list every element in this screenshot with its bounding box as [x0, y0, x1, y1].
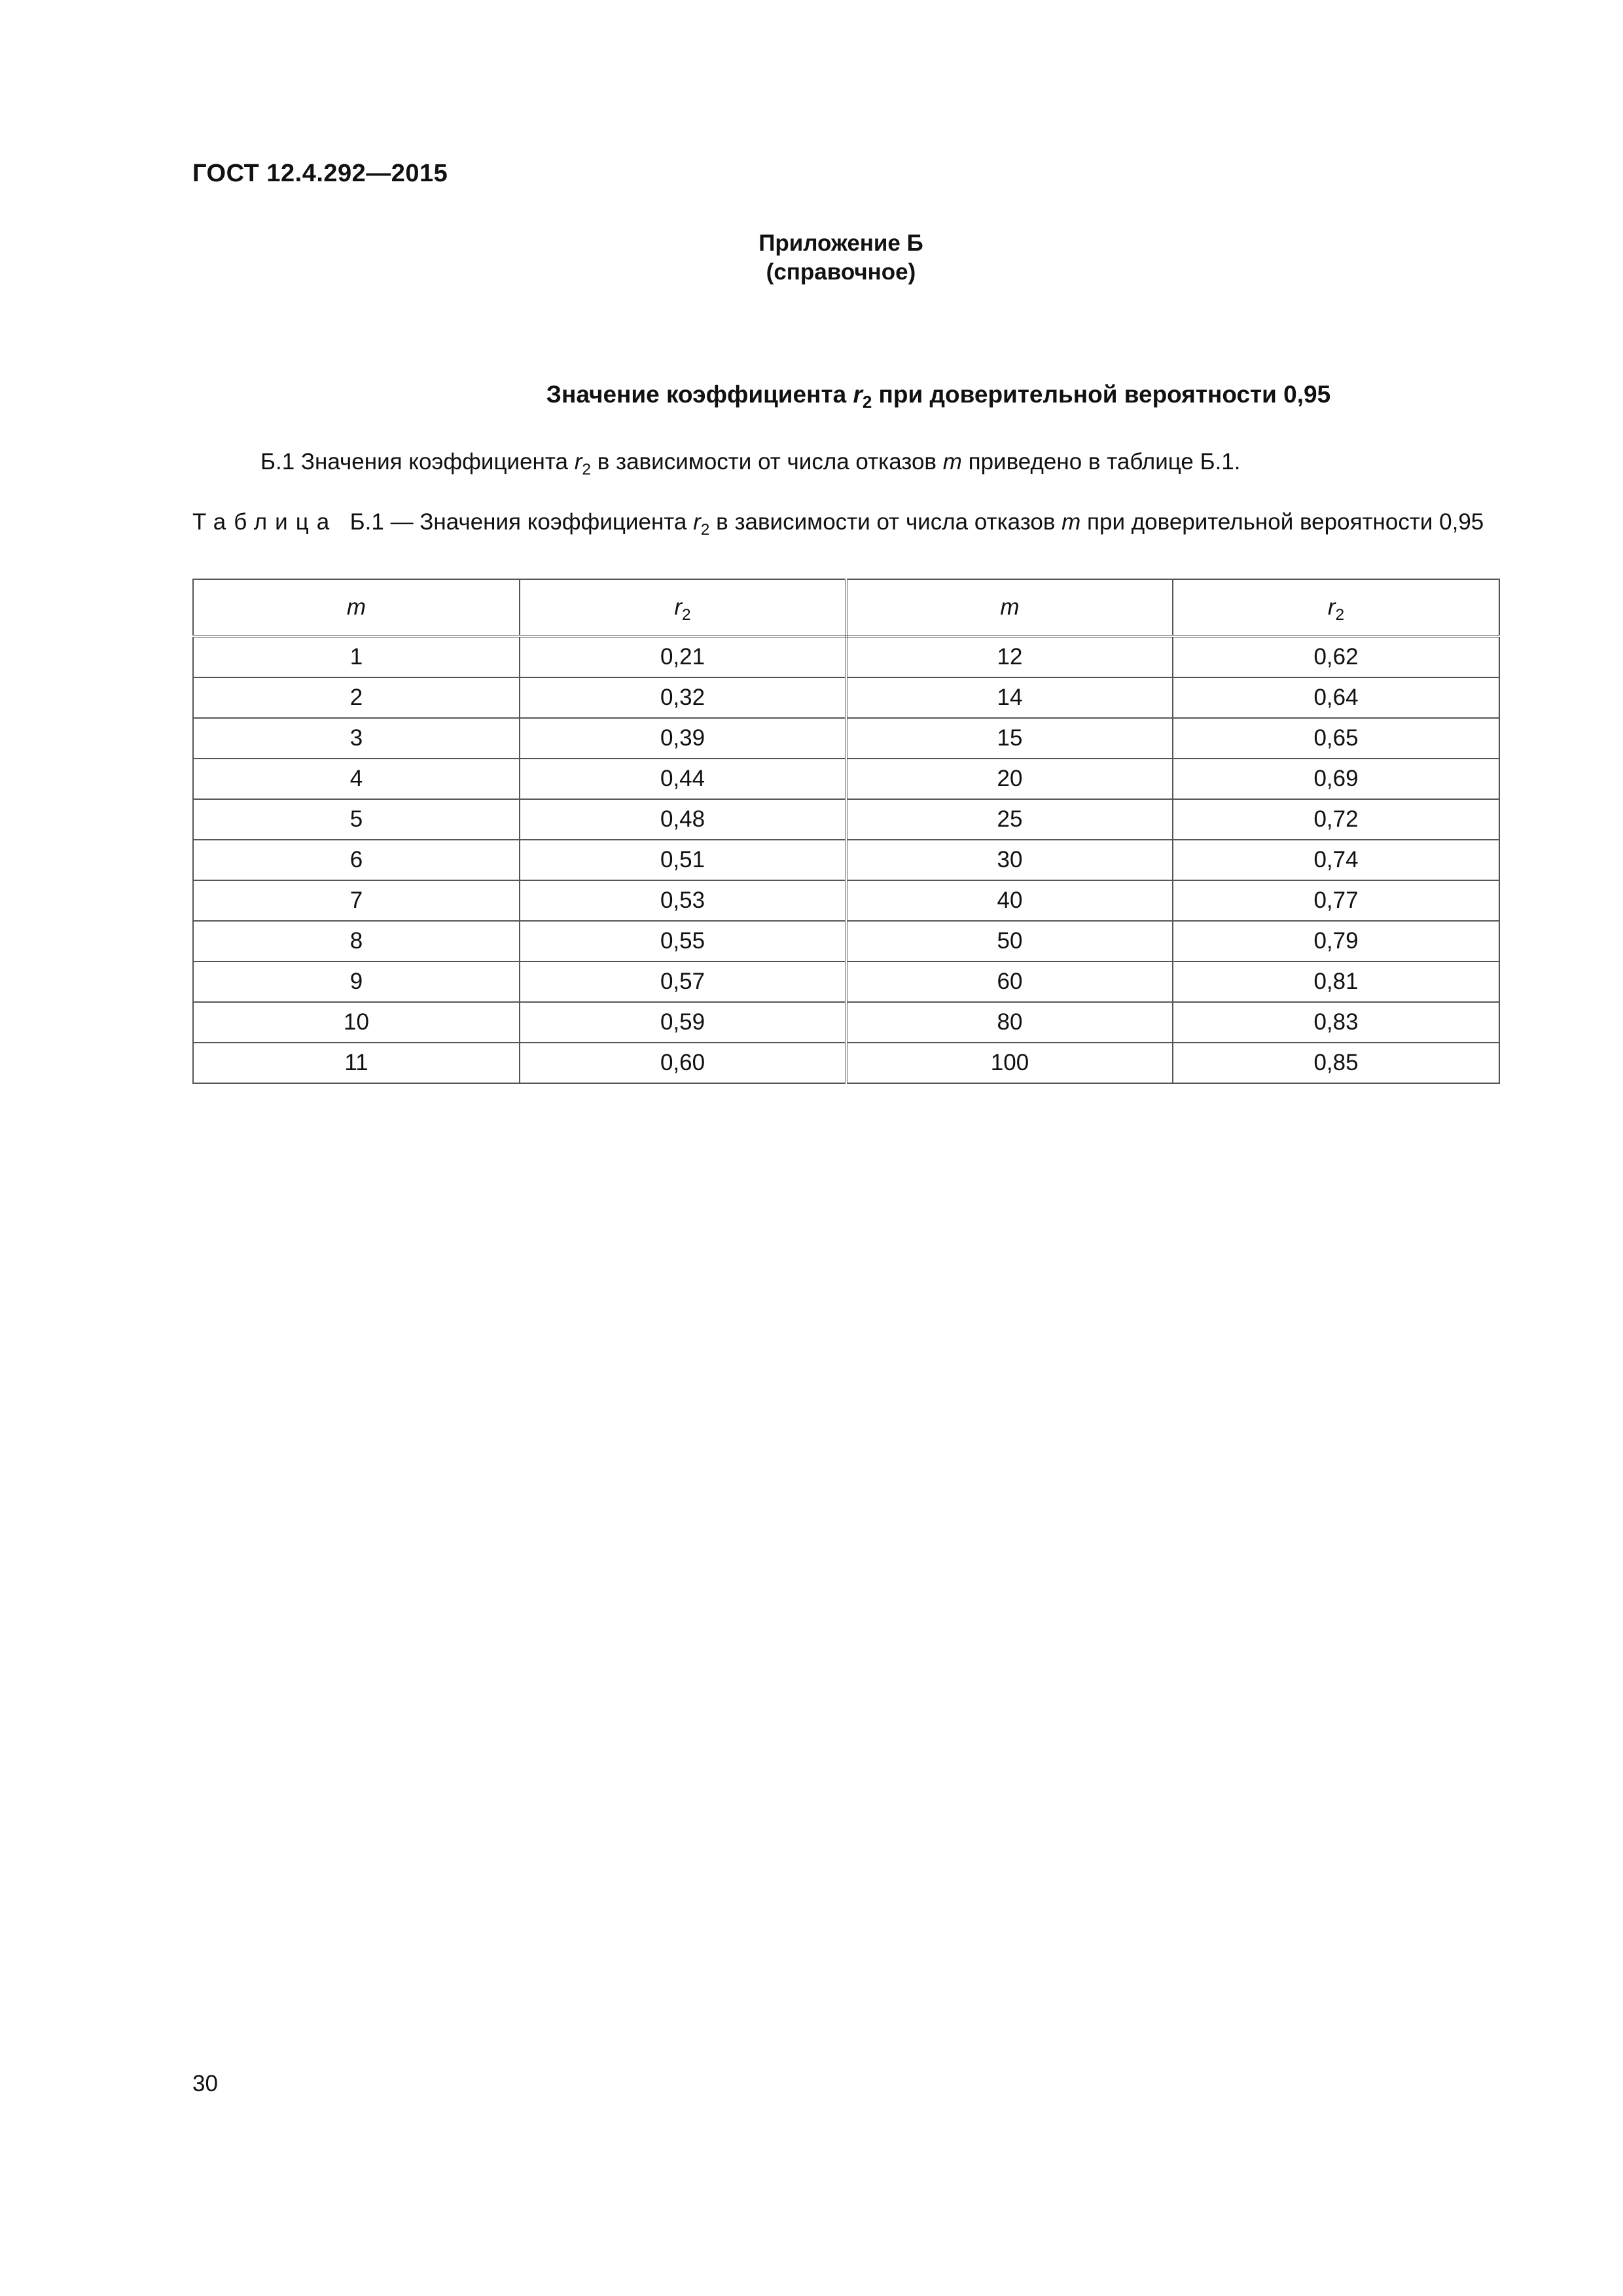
table-cell: 0,57: [520, 961, 846, 1002]
table-cell: 3: [193, 718, 520, 759]
table-cell: 60: [846, 961, 1173, 1002]
table-cell: 0,59: [520, 1002, 846, 1043]
table-row: [193, 636, 1499, 677]
table-cell: 0,39: [520, 718, 846, 759]
table-row: [193, 840, 1499, 880]
table-row: [193, 677, 1499, 718]
table-row: [193, 799, 1499, 840]
table-row: [193, 961, 1499, 1002]
table-cell: 1: [193, 636, 520, 677]
table-cell: 10: [193, 1002, 520, 1043]
header-r2-left: $r_2$: [520, 579, 846, 636]
table-row: [193, 759, 1499, 799]
table-cell: 12: [846, 636, 1173, 677]
table-cell: 7: [193, 880, 520, 921]
table-cell: 0,55: [520, 921, 846, 961]
table-cell: 0,21: [520, 636, 846, 677]
table-cell: 25: [846, 799, 1173, 840]
table-row: [193, 880, 1499, 921]
table-caption: Таблица Б.1 — Значения коэффициента $r_2$ в зависимости от числа отказов m при доверительной вероятности 0,95: [192, 509, 1484, 539]
table-cell: 5: [193, 799, 520, 840]
table-cell: 0,53: [520, 880, 846, 921]
header-m-right: m: [846, 579, 1173, 636]
table-row: [193, 921, 1499, 961]
table-cell: 4: [193, 759, 520, 799]
table-cell: 0,65: [1173, 718, 1499, 759]
table-header-row: [193, 579, 1499, 636]
table-cell: 2: [193, 677, 520, 718]
table-body: [193, 636, 1499, 1083]
header-m-left: m: [193, 579, 520, 636]
table-row: [193, 1002, 1499, 1043]
table-cell: 0,64: [1173, 677, 1499, 718]
table-cell: 80: [846, 1002, 1173, 1043]
table-cell: 0,60: [520, 1043, 846, 1083]
table-cell: 0,85: [1173, 1043, 1499, 1083]
table-cell: 50: [846, 921, 1173, 961]
header-r2-right: $r_2$: [1173, 579, 1499, 636]
section-heading: Значение коэффициента $r_2$ при доверительной вероятности 0,95: [546, 381, 1331, 412]
document-code: ГОСТ 12.4.292—2015: [192, 160, 448, 187]
table-cell: 0,48: [520, 799, 846, 840]
table-cell: 14: [846, 677, 1173, 718]
table-cell: 30: [846, 840, 1173, 880]
table-cell: 100: [846, 1043, 1173, 1083]
appendix-subtitle: (справочное): [766, 259, 916, 285]
coefficient-table: [192, 579, 1500, 1084]
page-number: 30: [192, 2071, 218, 2096]
table-cell: 9: [193, 961, 520, 1002]
appendix-title: Приложение Б: [758, 230, 923, 256]
table-cell: 11: [193, 1043, 520, 1083]
table-cell: 0,62: [1173, 636, 1499, 677]
table-cell: 0,32: [520, 677, 846, 718]
table-cell: 0,77: [1173, 880, 1499, 921]
table-cell: 0,74: [1173, 840, 1499, 880]
table-cell: 0,72: [1173, 799, 1499, 840]
table-cell: 0,83: [1173, 1002, 1499, 1043]
table-cell: 6: [193, 840, 520, 880]
table-cell: 0,81: [1173, 961, 1499, 1002]
table-cell: 0,69: [1173, 759, 1499, 799]
table-row: [193, 718, 1499, 759]
table-cell: 8: [193, 921, 520, 961]
table-cell: 20: [846, 759, 1173, 799]
paragraph-b1: Б.1 Значения коэффициента $r_2$ в зависимости от числа отказов m приведено в таблице Б.1.: [260, 449, 1241, 478]
table-cell: 40: [846, 880, 1173, 921]
table-cell: 0,79: [1173, 921, 1499, 961]
table-cell: 0,44: [520, 759, 846, 799]
table-row: [193, 1043, 1499, 1083]
table-cell: 0,51: [520, 840, 846, 880]
table-cell: 15: [846, 718, 1173, 759]
